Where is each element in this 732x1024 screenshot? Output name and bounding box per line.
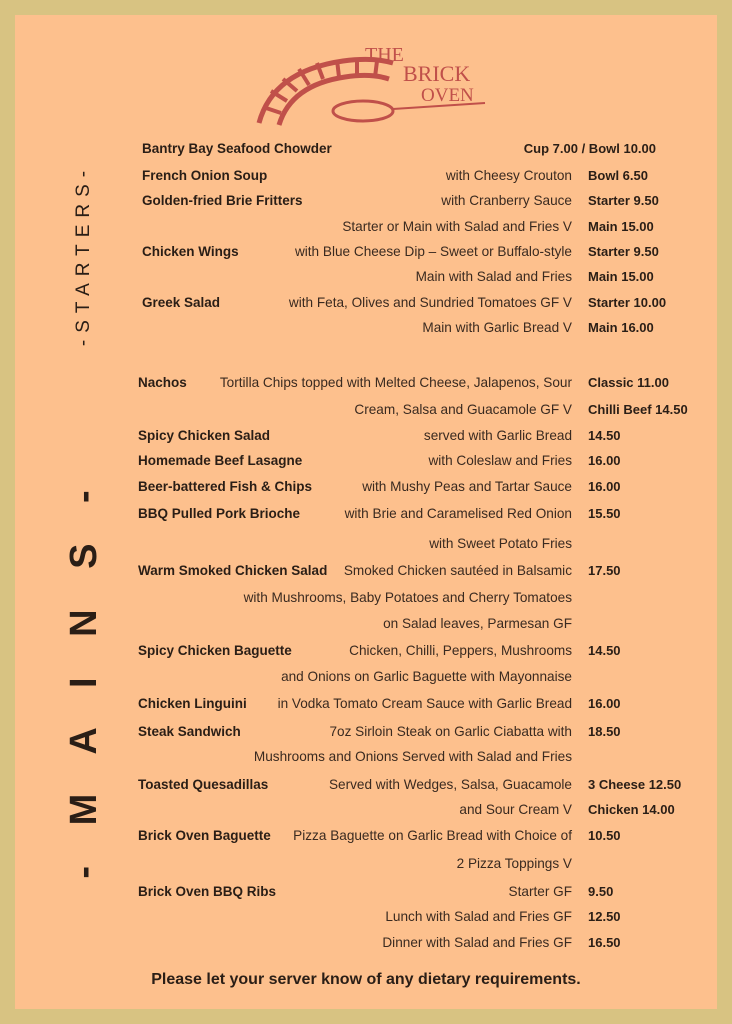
brick-oven-logo — [253, 41, 493, 129]
menu-line — [15, 477, 717, 497]
item-name: Greek Salad — [142, 295, 221, 310]
item-name: Nachos — [138, 375, 187, 390]
item-price: 16.00 — [588, 696, 621, 711]
item-price: Chicken 14.00 — [588, 802, 675, 817]
item-price: 14.50 — [588, 643, 621, 658]
menu-page — [15, 15, 717, 1009]
item-description: on Salad leaves, Parmesan GF — [383, 616, 572, 631]
item-price: 12.50 — [588, 909, 621, 924]
item-price: 9.50 — [588, 884, 614, 899]
item-name: Toasted Quesadillas — [138, 777, 269, 792]
item-price: 16.50 — [588, 935, 621, 950]
menu-line — [15, 826, 717, 846]
menu-line — [15, 166, 717, 186]
menu-line — [15, 775, 717, 795]
item-description: with Brie and Caramelised Red Onion — [344, 506, 572, 521]
item-name: Bantry Bay Seafood Chowder — [142, 141, 332, 156]
item-description: Pizza Baguette on Garlic Bread with Choice of — [293, 828, 572, 843]
item-description: with Mushy Peas and Tartar Sauce — [362, 479, 572, 494]
item-name: Chicken Wings — [142, 244, 239, 259]
menu-line — [15, 747, 717, 767]
item-description: with Mushrooms, Baby Potatoes and Cherry Tomatoes — [243, 590, 572, 605]
svg-text:OVEN: OVEN — [421, 85, 474, 106]
dietary-notice: Please let your server know of any dietary requirements. — [151, 971, 581, 988]
item-price: Cup 7.00 / Bowl 10.00 — [523, 141, 656, 156]
item-price: Main 15.00 — [588, 219, 654, 234]
item-description: Main with Salad and Fries — [415, 269, 572, 284]
item-price: Main 15.00 — [588, 269, 654, 284]
menu-line — [15, 242, 717, 262]
item-description: Dinner with Salad and Fries GF — [382, 935, 572, 950]
menu-line — [15, 451, 717, 471]
item-name: BBQ Pulled Pork Brioche — [138, 506, 301, 521]
item-description: 2 Pizza Toppings V — [456, 856, 572, 871]
item-price: 16.00 — [588, 479, 621, 494]
item-description: Mushrooms and Onions Served with Salad and Fries — [253, 749, 572, 764]
item-description: in Vodka Tomato Cream Sauce with Garlic Bread — [277, 696, 572, 711]
menu-line — [15, 588, 717, 608]
item-name: Golden-fried Brie Fritters — [142, 193, 303, 208]
menu-line — [15, 534, 717, 554]
item-description: Starter GF — [508, 884, 572, 899]
item-name: Homemade Beef Lasagne — [138, 453, 303, 468]
menu-line — [15, 267, 717, 287]
menu-line — [15, 694, 717, 714]
item-price: 10.50 — [588, 828, 621, 843]
item-name: Spicy Chicken Baguette — [138, 643, 292, 658]
menu-line — [15, 561, 717, 581]
item-description: and Sour Cream V — [459, 802, 572, 817]
item-description: Chicken, Chilli, Peppers, Mushrooms — [349, 643, 572, 658]
item-price: 15.50 — [588, 506, 621, 521]
item-price: Chilli Beef 14.50 — [588, 402, 688, 417]
item-name: Steak Sandwich — [138, 724, 241, 739]
item-price: Classic 11.00 — [588, 375, 669, 390]
menu-line — [15, 800, 717, 820]
item-description: with Feta, Olives and Sundried Tomatoes GF V — [288, 295, 572, 310]
menu-line — [15, 426, 717, 446]
menu-line — [15, 667, 717, 687]
menu-line — [15, 882, 717, 902]
mains-section-label: - M A I N S - — [63, 475, 105, 879]
item-name: Chicken Linguini — [138, 696, 247, 711]
item-price: 18.50 — [588, 724, 621, 739]
menu-line — [15, 139, 717, 159]
item-price: Bowl 6.50 — [588, 168, 648, 183]
item-price: 14.50 — [588, 428, 621, 443]
item-name: Warm Smoked Chicken Salad — [138, 563, 328, 578]
item-price: 3 Cheese 12.50 — [588, 777, 682, 792]
menu-line — [15, 191, 717, 211]
item-price: Main 16.00 — [588, 320, 654, 335]
item-price: Starter 9.50 — [588, 244, 659, 259]
menu-line — [15, 907, 717, 927]
item-name: Brick Oven Baguette — [138, 828, 271, 843]
item-description: 7oz Sirloin Steak on Garlic Ciabatta with — [329, 724, 572, 739]
item-description: with Cranberry Sauce — [441, 193, 572, 208]
item-description: with Blue Cheese Dip – Sweet or Buffalo-style — [294, 244, 572, 259]
item-description: Served with Wedges, Salsa, Guacamole — [328, 777, 572, 792]
svg-text:THE: THE — [365, 44, 404, 66]
item-description: Tortilla Chips topped with Melted Cheese, Jalapenos, Sour — [219, 375, 572, 390]
menu-line — [15, 400, 717, 420]
menu-line — [15, 373, 717, 393]
item-price: Starter 9.50 — [588, 193, 659, 208]
item-name: Spicy Chicken Salad — [138, 428, 271, 443]
item-name: Beer-battered Fish & Chips — [138, 479, 313, 494]
menu-line — [15, 722, 717, 742]
svg-text:BRICK: BRICK — [403, 61, 471, 86]
menu-line — [15, 933, 717, 953]
item-description: Lunch with Salad and Fries GF — [385, 909, 572, 924]
item-description: Main with Garlic Bread V — [422, 320, 572, 335]
item-description: with Coleslaw and Fries — [428, 453, 572, 468]
menu-line — [15, 217, 717, 237]
item-price: 16.00 — [588, 453, 621, 468]
item-description: served with Garlic Bread — [423, 428, 572, 443]
item-description: and Onions on Garlic Baguette with Mayonnaise — [281, 669, 572, 684]
item-description: with Cheesy Crouton — [445, 168, 572, 183]
menu-line — [15, 318, 717, 338]
menu-line — [15, 504, 717, 524]
item-description: Cream, Salsa and Guacamole GF V — [354, 402, 572, 417]
item-description: with Sweet Potato Fries — [429, 536, 572, 551]
item-name: French Onion Soup — [142, 168, 268, 183]
menu-line — [15, 614, 717, 634]
item-price: Starter 10.00 — [588, 295, 667, 310]
menu-line — [15, 641, 717, 661]
item-description: Smoked Chicken sautéed in Balsamic — [343, 563, 572, 578]
menu-line — [15, 854, 717, 874]
starters-section-label: -STARTERS- — [73, 163, 94, 347]
item-price: 17.50 — [588, 563, 621, 578]
menu-line — [15, 293, 717, 313]
item-name: Brick Oven BBQ Ribs — [138, 884, 277, 899]
item-description: Starter or Main with Salad and Fries V — [342, 219, 572, 234]
